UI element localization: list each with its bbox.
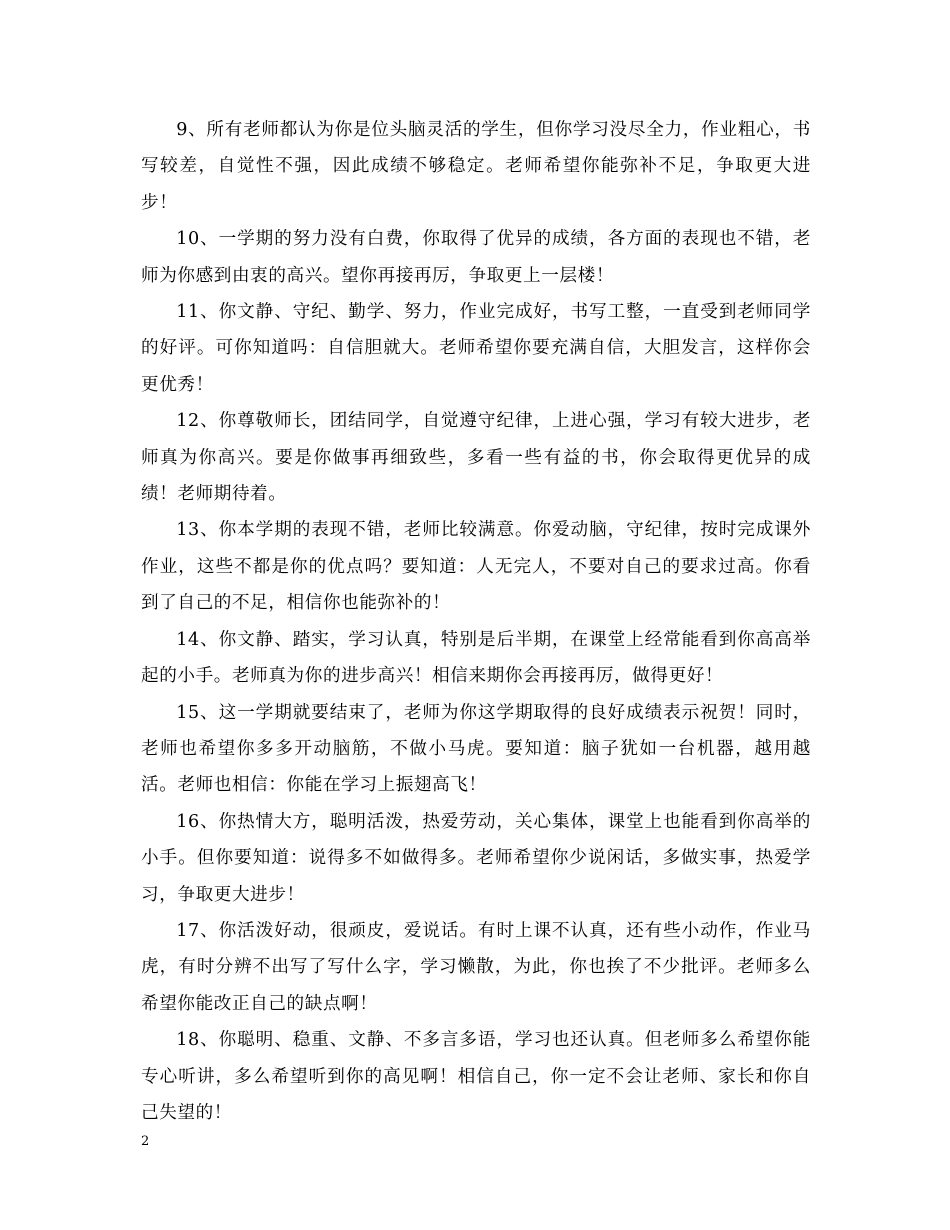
page-number: 2 <box>141 1134 150 1149</box>
comment-paragraph-16: 16、你热情大方，聪明活泼，热爱劳动，关心集体，课堂上也能看到你高举的小手。但你要知道：说得多不如做得多。老师希望你少说闲话，多做实事，热爱学习，争取更大进步！ <box>141 811 811 905</box>
comment-paragraph-17: 17、你活泼好动，很顽皮，爱说话。有时上课不认真，还有些小动作，作业马虎，有时分辨不出写了写什么字，学习懒散，为此，你也挨了不少批评。老师多么希望你能改正自己的缺点啊！ <box>141 920 811 1014</box>
page-body <box>141 112 811 1131</box>
comment-paragraph-12: 12、你尊敬师长，团结同学，自觉遵守纪律，上进心强，学习有较大进步，老师真为你高兴。要是你做事再细致些，多看一些有益的书，你会取得更优异的成绩！老师期待着。 <box>141 411 811 505</box>
comment-paragraph-13: 13、你本学期的表现不错，老师比较满意。你爱动脑，守纪律，按时完成课外作业，这些不都是你的优点吗？要知道：人无完人，不要对自己的要求过高。你看到了自己的不足，相信你也能弥补的！ <box>141 520 811 614</box>
comment-paragraph-18: 18、你聪明、稳重、文静、不多言多语，学习也还认真。但老师多么希望你能专心听讲，多么希望听到你的高见啊！相信自己，你一定不会让老师、家长和你自己失望的！ <box>141 1030 811 1123</box>
comment-paragraph-14: 14、你文静、踏实，学习认真，特别是后半期，在课堂上经常能看到你高高举起的小手。老师真为你的进步高兴！相信来期你会再接再厉，做得更好！ <box>141 629 811 687</box>
comment-paragraph-15: 15、这一学期就要结束了，老师为你这学期取得的良好成绩表示祝贺！同时，老师也希望你多多开动脑筋，不做小马虎。要知道：脑子犹如一台机器，越用越活。老师也相信：你能在学习上振翅高飞！ <box>141 702 811 796</box>
comment-paragraph-10: 10、一学期的努力没有白费，你取得了优异的成绩，各方面的表现也不错，老师为你感到由衷的高兴。望你再接再厉，争取更上一层楼！ <box>141 229 811 286</box>
comment-paragraph-11: 11、你文静、守纪、勤学、努力，作业完成好，书写工整，一直受到老师同学的好评。可你知道吗：自信胆就大。老师希望你要充满自信，大胆发言，这样你会更优秀！ <box>141 302 811 395</box>
comment-paragraph-9: 9、所有老师都认为你是位头脑灵活的学生，但你学习没尽全力，作业粗心，书写较差，自觉性不强，因此成绩不够稳定。老师希望你能弥补不足，争取更大进步！ <box>141 120 811 213</box>
